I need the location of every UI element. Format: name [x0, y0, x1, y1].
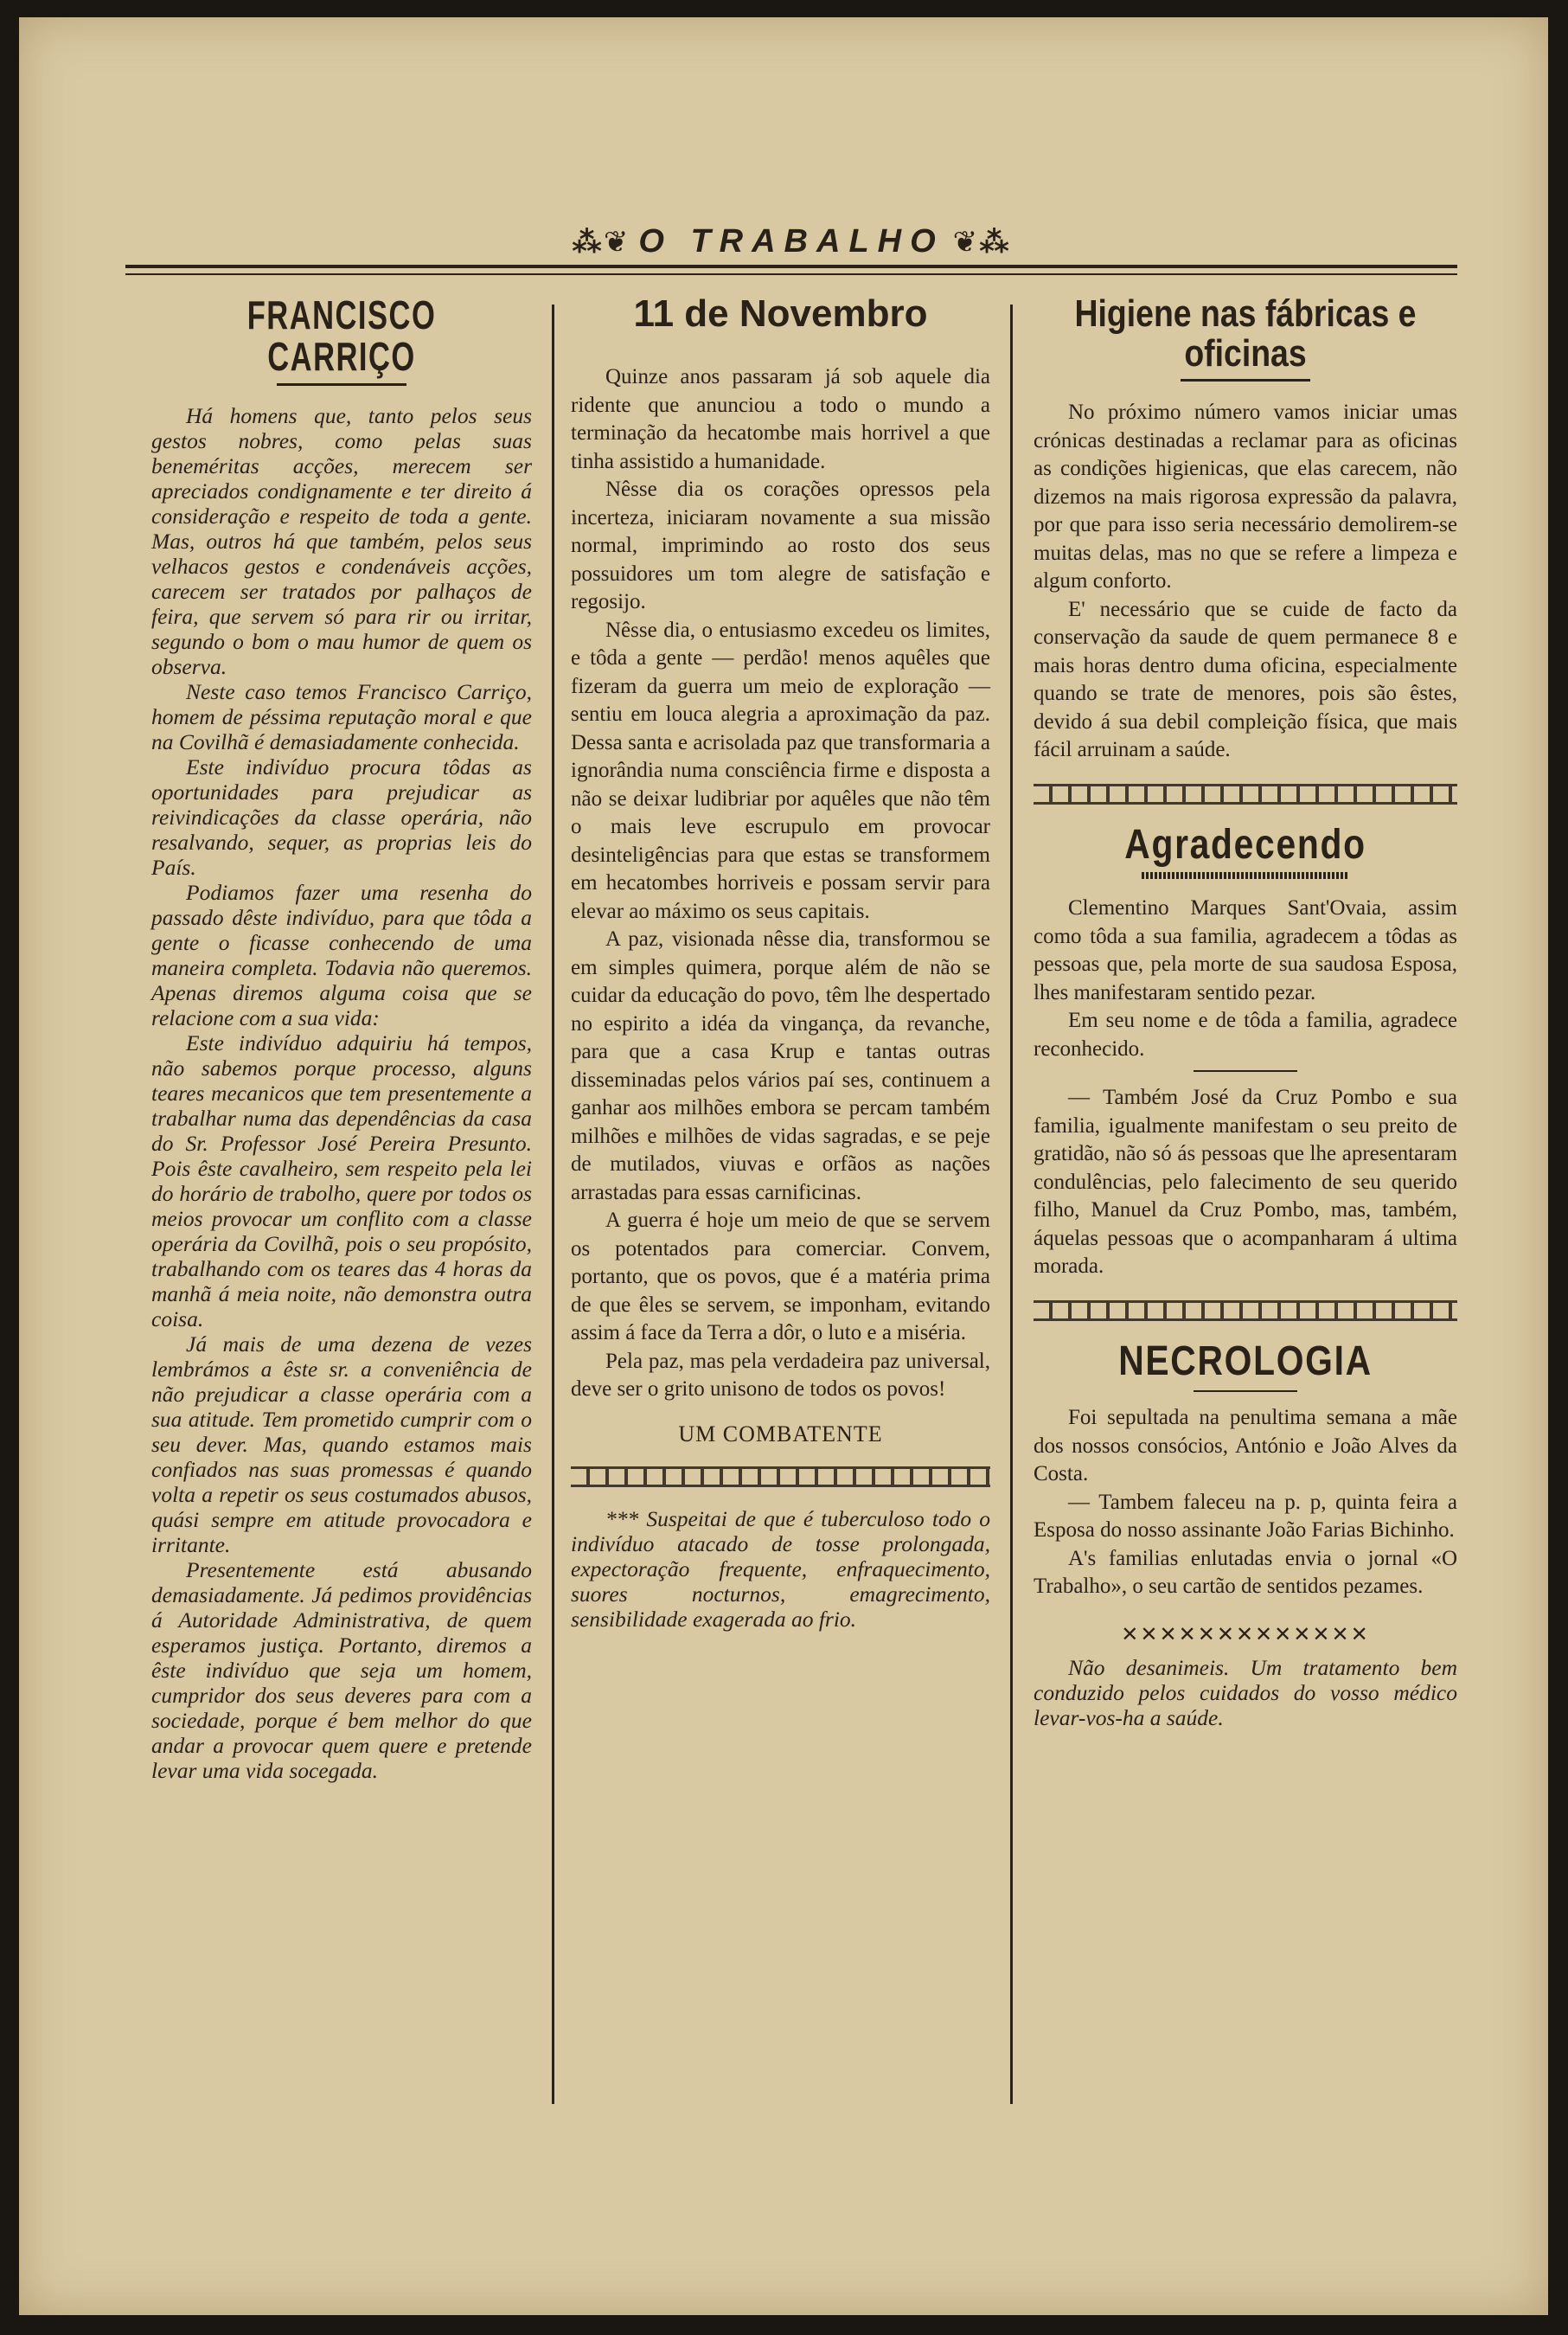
article-headline-novembro: 11 de Novembro — [633, 292, 928, 335]
paragraph: A's familias enlutadas envia o jornal «O Trabalho», o seu cartão de sentidos pezames. — [1034, 1546, 1457, 1599]
paragraph: Podiamos fazer uma resenha do passado dêste indivíduo, para que tôda a gente o ficasse conhecendo de uma maneira completa. Todavia não queremos. Apenas diremos alguma coisa que se relacione com a sua vida: — [151, 879, 532, 1030]
paragraph: Nêsse dia, o entusiasmo excedeu os limites, e tôda a gente — perdão! menos aquêles que fizeram da guerra um meio de exploração — sentiu em louca alegria a aproximação da paz. Dessa santa e acrisolada paz que transformaria a ignorândia numa consciência firme e disposta a não se deixar ludibriar por aquêles que não têm o mais leve escrupulo em provocar desinteligências para que estas se transformem em hecatombes horriveis e possam servir para elevar ao máximo os seus capitais. — [571, 618, 990, 923]
flourish-left-icon: ⁂❦ — [572, 226, 630, 259]
paragraph: — Também José da Cruz Pombo e sua familia, igualmente manifestam o seu preito de gratidão, não só ás pessoas que lhe apresentaram condulências, pelo falecimento de seu querido filho, Manuel da Cruz Pombo, mas, também, áquelas pessoas que o acompanharam á ultima morada. — [1034, 1086, 1457, 1279]
article-headline-carrico: FRANCISCO CARRIÇO — [246, 292, 437, 380]
paragraph: Neste caso temos Francisco Carriço, homem de péssima reputação moral e que na Covilhã é demasiadamente conhecida. — [151, 678, 532, 754]
paragraph: Pela paz, mas pela verdadeira paz universal, deve ser o grito unisono de todos os povos! — [571, 1349, 990, 1402]
paragraph: Nêsse dia os corações opressos pela incerteza, iniciaram novamente a sua missão normal, imprimindo ao rosto dos seus possuidores um tom alegre de satisfação e regosijo. — [571, 478, 990, 614]
paragraph: Já mais de uma dezena de vezes lembrámos a êste sr. a conveniência de não prejudicar a classe operária com a sua atitude. Tem prometido cumprir com o seu dever. Mas, quando estamos mais confiados nas suas promessas é quando volta a repetir os seus costumados abusos, quási sempre em atitude provocadora e irritante. — [151, 1331, 532, 1557]
decorative-divider — [571, 1466, 990, 1487]
masthead-rule — [125, 265, 1457, 268]
masthead — [125, 223, 1457, 284]
paragraph: — Tambem faleceu na p. p, quinta feira a Esposa do nosso assinante João Farias Bichinho. — [1034, 1490, 1457, 1543]
masthead-title — [125, 223, 1457, 260]
article-body-higiene — [1034, 399, 1457, 765]
paragraph: Quinze anos passaram já sob aquele dia ridente que anunciou a todo o mundo a terminação da hecatombe mais horrivel a que tinha assistido a humanidade. — [571, 365, 990, 473]
paragraph: Há homens que, tanto pelos seus gestos nobres, como pelas suas beneméritas acções, merecem ser apreciados condignamente e ter direito á consideração e respeito de toda a gente. Mas, outros há que também, pelos seus velhacos gestos e condenáveis acções, carecem ser tratados por palhaços de feira, que servem só para rir ou irritar, segundo o bom o mau humor de quem os observa. — [151, 402, 532, 679]
article-headline-higiene: Higiene nas fábricas e oficinas — [1074, 292, 1417, 375]
section-headline-agradecendo: Agradecendo — [1124, 821, 1366, 868]
flourish-right-icon: ❦⁂ — [952, 226, 1011, 259]
article-body-novembro — [571, 363, 990, 1404]
paragraph: Em seu nome e de tôda a familia, agradece reconhecido. — [1034, 1009, 1457, 1061]
paragraph: Foi sepultada na penultima semana a mãe dos nossos consócios, António e João Alves da Costa. — [1034, 1406, 1457, 1486]
paragraph: A guerra é hoje um meio de que se servem os potentados para comerciar. Convem, portanto, que os povos, que é a matéria prima de que êles se servem, se imponham, evitando assim á face da Terra a dôr, o luto e a miséria. — [571, 1209, 990, 1345]
column-1 — [151, 294, 532, 1783]
section-necrologia — [1034, 1337, 1457, 1601]
column-divider-2 — [1010, 305, 1013, 2104]
column-3 — [1034, 294, 1457, 1730]
headline-underline — [277, 383, 406, 386]
section-agradecendo — [1034, 821, 1457, 1281]
section-headline-necrologia: NECROLOGIA — [1118, 1337, 1373, 1384]
health-notice-tuberculosis — [571, 1506, 990, 1632]
health-notice-treatment — [1034, 1655, 1457, 1730]
paragraph: A paz, visionada nêsse dia, transformou se em simples quimera, porque além de não se cuidar da educação do povo, têm lhe despertado no espirito a idéa da vingança, da revanche, para que a casa Krup e tantas outras disseminadas pelos vários paí ses, continuem a ganhar aos milhões embora se percam também milhões e milhões de vidas sagradas, e se peje de mutilados, viuvas e orfãos as nações arrastadas para essas carnificinas. — [571, 927, 990, 1204]
decorative-divider — [1034, 784, 1457, 805]
column-divider-1 — [552, 305, 554, 2104]
paragraph: Este indivíduo adquiriu há tempos, não sabemos porque processo, alguns teares mecanicos que tem presentemente a trabalhar numa das dependências da casa do Sr. Professor José Pereira Presunto. Pois êste cavalheiro, sem respeito pela lei do horário de trabolho, quere por todos os meios provocar um conflito com a classe operária da Covilhã, pois o seu propósito, trabalhando com os teares das 4 horas da manhã á meia noite, não demonstra outra coisa. — [151, 1030, 532, 1331]
article-signature: UM COMBATENTE — [678, 1421, 883, 1447]
paragraph: Este indivíduo procura tôdas as oportunidades para prejudicar as reivindicações da classe operária, não resalvando, sequer, as proprias leis do País. — [151, 754, 532, 880]
decorative-divider — [1034, 1300, 1457, 1321]
article-body-carrico — [151, 403, 532, 1783]
paragraph: E' necessário que se cuide de facto da conservação da saude de quem permanece 8 e mais horas dentro duma oficina, especialmente quando se trate de menores, pois são êstes, devido á sua debil compleição física, que mais fácil arruinam a saúde. — [1034, 597, 1457, 762]
headline-underline — [1181, 379, 1310, 382]
paragraph: Clementino Marques Sant'Ovaia, assim como tôda a sua familia, agradecem a tôdas as pessoas que, pela morte de sua saudosa Esposa, lhes manifestaram sentido pezar. — [1034, 896, 1457, 1004]
column-2 — [571, 294, 990, 1632]
masthead-rule-thin — [125, 273, 1457, 275]
paragraph: *** Suspeitai de que é tuberculoso todo o indivíduo atacado de tosse prolongada, expectoração frequente, enfraquecimento, suores nocturnos, emagrecimento, sensibilidade exagerada ao frio. — [571, 1505, 990, 1632]
short-rule — [1194, 1390, 1297, 1392]
newspaper-name: O TRABALHO — [638, 223, 944, 260]
hatched-underline — [1142, 872, 1349, 879]
cross-ornament-divider: ✕✕✕✕✕✕✕✕✕✕✕✕✕ — [1121, 1621, 1370, 1646]
short-rule — [1194, 1070, 1297, 1072]
paragraph: Presentemente está abusando demasiadamente. Já pedimos providências á Autoridade Administrativa, de quem esperamos justiça. Portanto, diremos a êste indivíduo que seja um homem, cumpridor dos seus deveres para com a sociedade, porque é bem melhor do que andar a provocar quem quere e pretende levar uma vida socegada. — [151, 1556, 532, 1783]
paragraph: No próximo número vamos iniciar umas crónicas destinadas a reclamar para as oficinas as condições higienicas, que elas carecem, não dizemos na mais rigorosa expressão da palavra, por que para isso seria necessário demolirem-se muitas delas, mas no que se refere a limpeza e algum conforto. — [1034, 401, 1457, 593]
paragraph: Não desanimeis. Um tratamento bem conduzido pelos cuidados do vosso médico levar-vos-ha a saúde. — [1034, 1654, 1457, 1730]
